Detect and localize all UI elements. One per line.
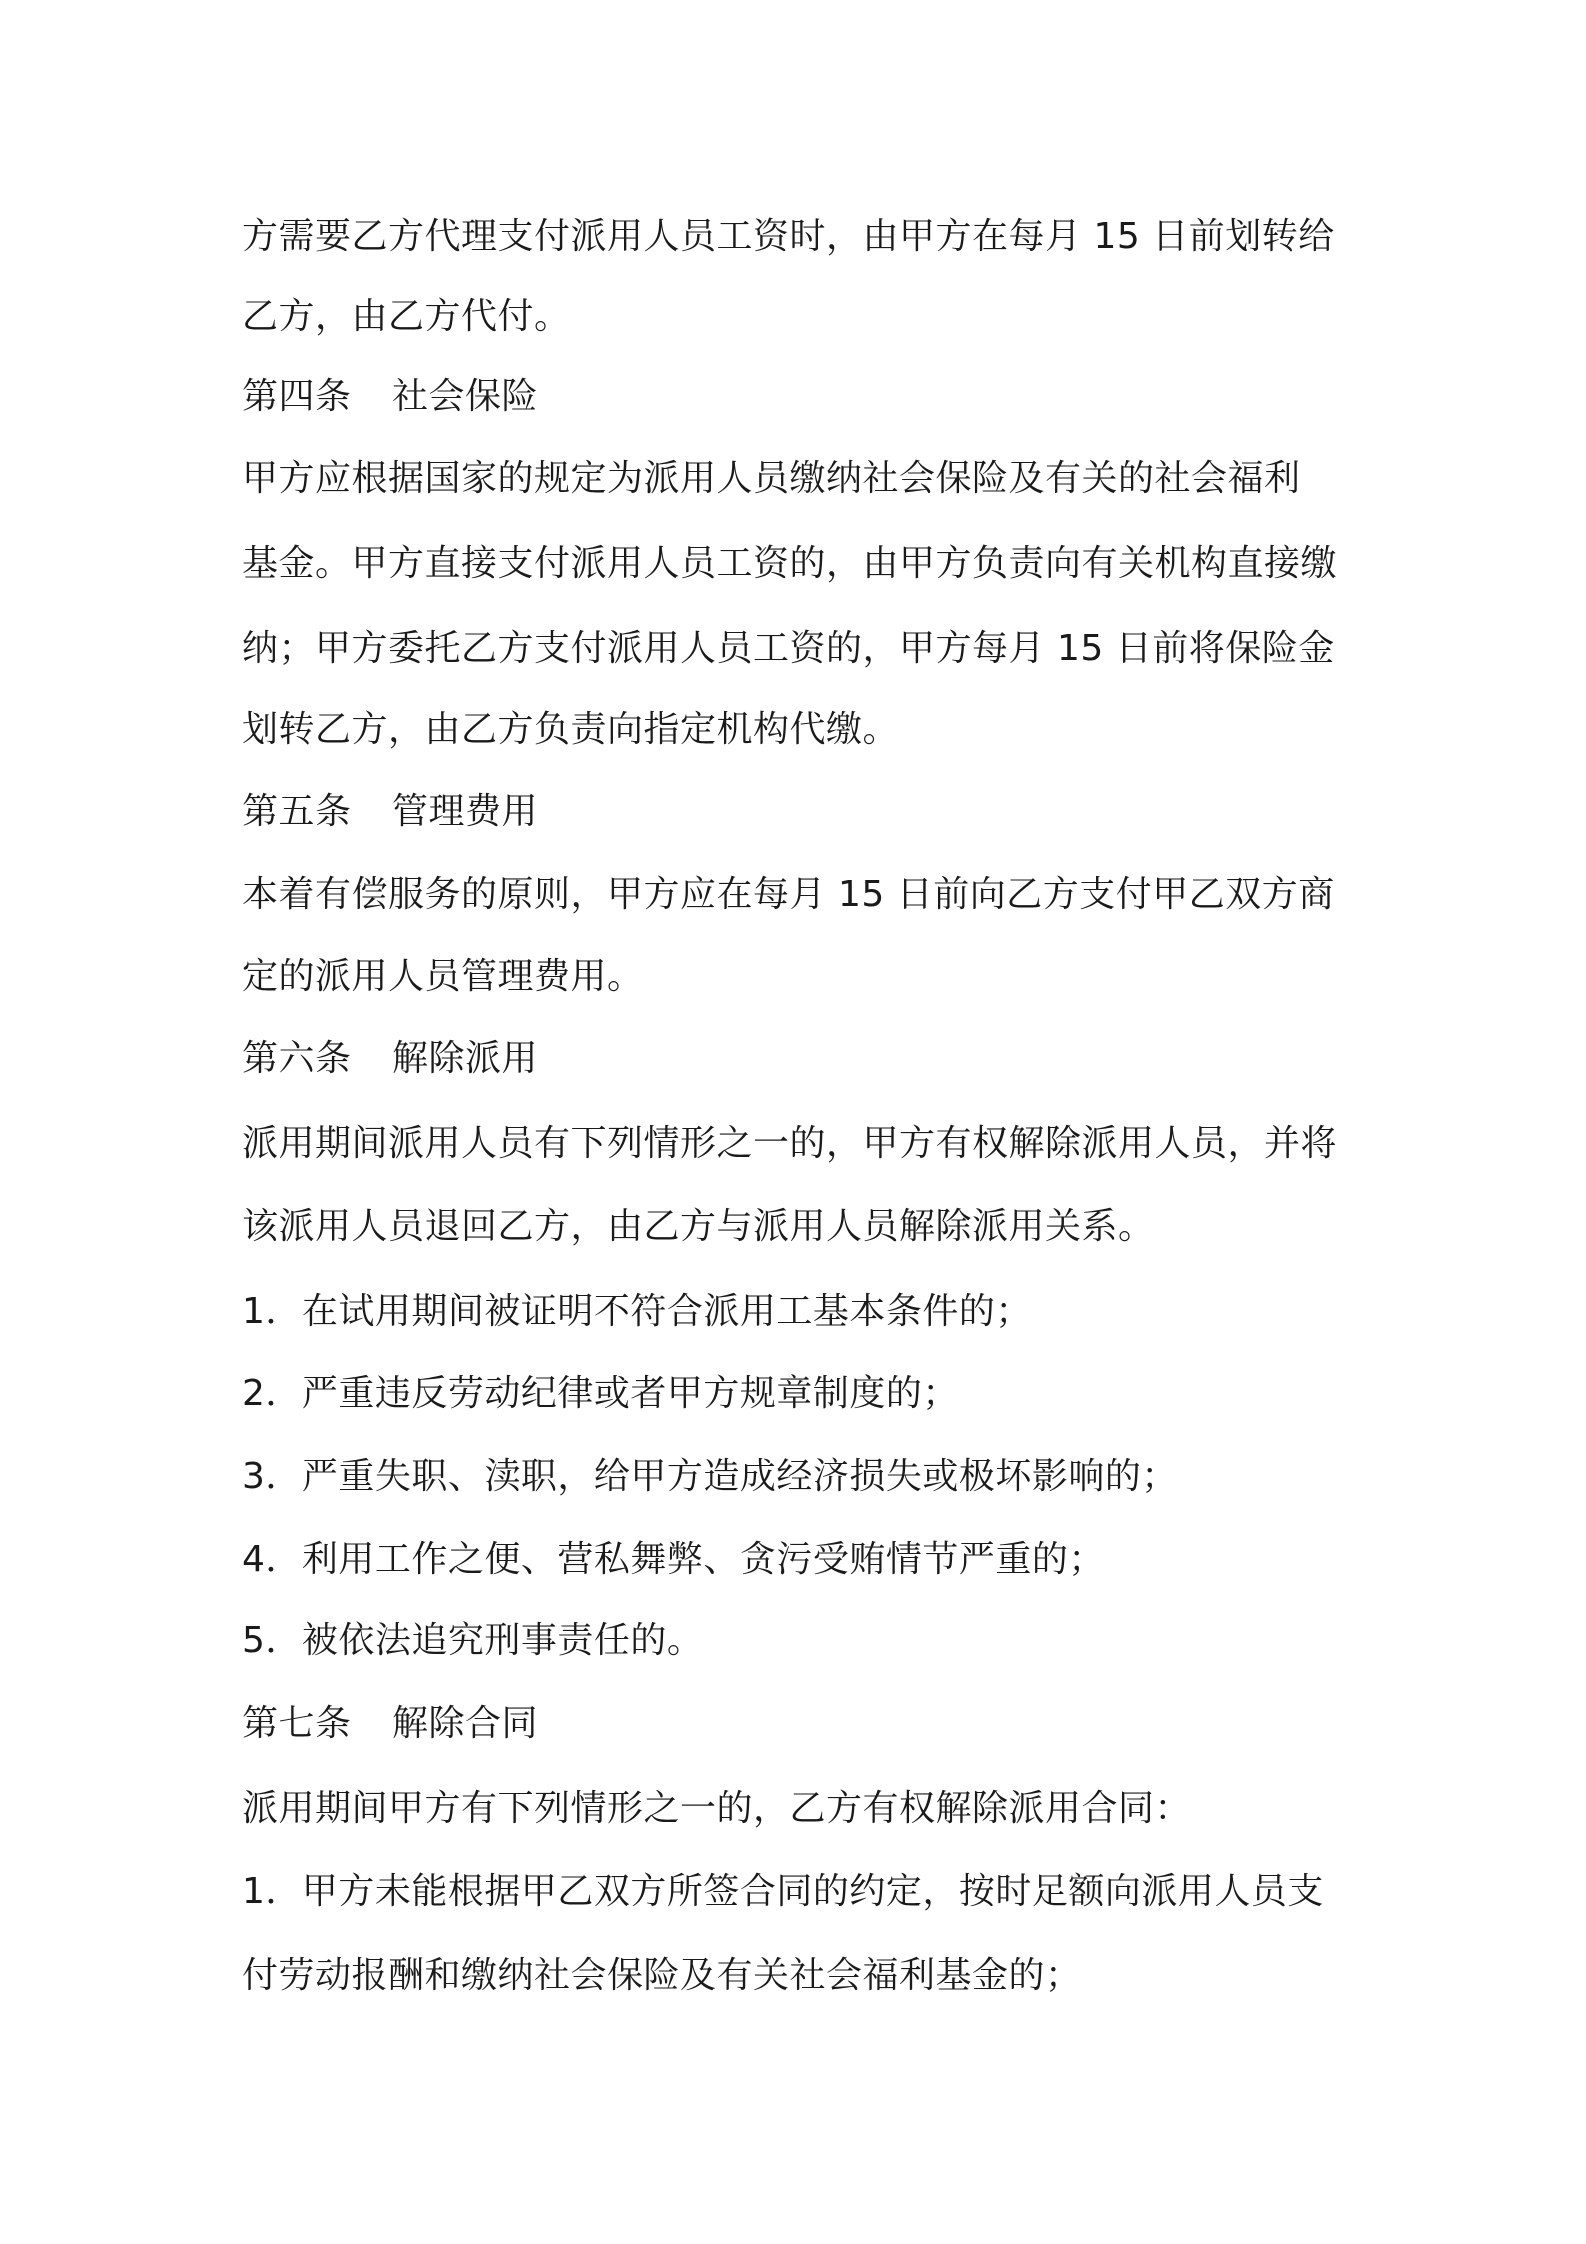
paragraph-line: 划转乙方，由乙方负责向指定机构代缴。 [242,709,900,750]
paragraph-line: 该派用人员退回乙方，由乙方与派用人员解除派用关系。 [242,1206,1155,1247]
article-number: 第七条 [242,1703,352,1744]
list-item: 付劳动报酬和缴纳社会保险及有关社会福利基金的； [242,1955,1082,1996]
article-title: 社会保险 [392,376,539,417]
paragraph-line: 派用期间派用人员有下列情形之一的，甲方有权解除派用人员，并将 [242,1123,1338,1164]
article-number: 第五条 [242,791,352,832]
list-item: 4．利用工作之便、营私舞弊、贪污受贿情节严重的； [242,1539,1105,1580]
article-6-heading [242,1035,1362,1083]
list-item: 1．在试用期间被证明不符合派用工基本条件的； [242,1291,1032,1332]
paragraph-line: 定的派用人员管理费用。 [242,956,644,997]
paragraph-line: 派用期间甲方有下列情形之一的，乙方有权解除派用合同： [242,1788,1192,1829]
article-4-heading [242,373,1362,421]
list-item: 3．严重失职、渎职，给甲方造成经济损失或极坏影响的； [242,1456,1178,1497]
paragraph-line: 纳；甲方委托乙方支付派用人员工资的，甲方每月 15 日前将保险金 [242,628,1335,669]
paragraph-line: 本着有偿服务的原则，甲方应在每月 15 日前向乙方支付甲乙双方商 [242,874,1335,915]
article-number: 第六条 [242,1038,352,1079]
article-5-heading [242,788,1362,836]
list-item: 5．被依法追究刑事责任的。 [242,1620,704,1661]
article-title: 解除合同 [392,1703,539,1744]
article-title: 解除派用 [392,1038,539,1079]
article-7-heading [242,1700,1362,1748]
paragraph-line: 方需要乙方代理支付派用人员工资时，由甲方在每月 15 日前划转给 [242,216,1335,257]
paragraph-line: 乙方，由乙方代付。 [242,296,571,337]
paragraph-line: 基金。甲方直接支付派用人员工资的，由甲方负责向有关机构直接缴 [242,543,1338,584]
list-item: 2．严重违反劳动纪律或者甲方规章制度的； [242,1373,959,1414]
article-number: 第四条 [242,376,352,417]
list-item: 1．甲方未能根据甲乙双方所签合同的约定，按时足额向派用人员支 [242,1871,1324,1912]
article-title: 管理费用 [392,791,539,832]
paragraph-line: 甲方应根据国家的规定为派用人员缴纳社会保险及有关的社会福利 [242,458,1301,499]
